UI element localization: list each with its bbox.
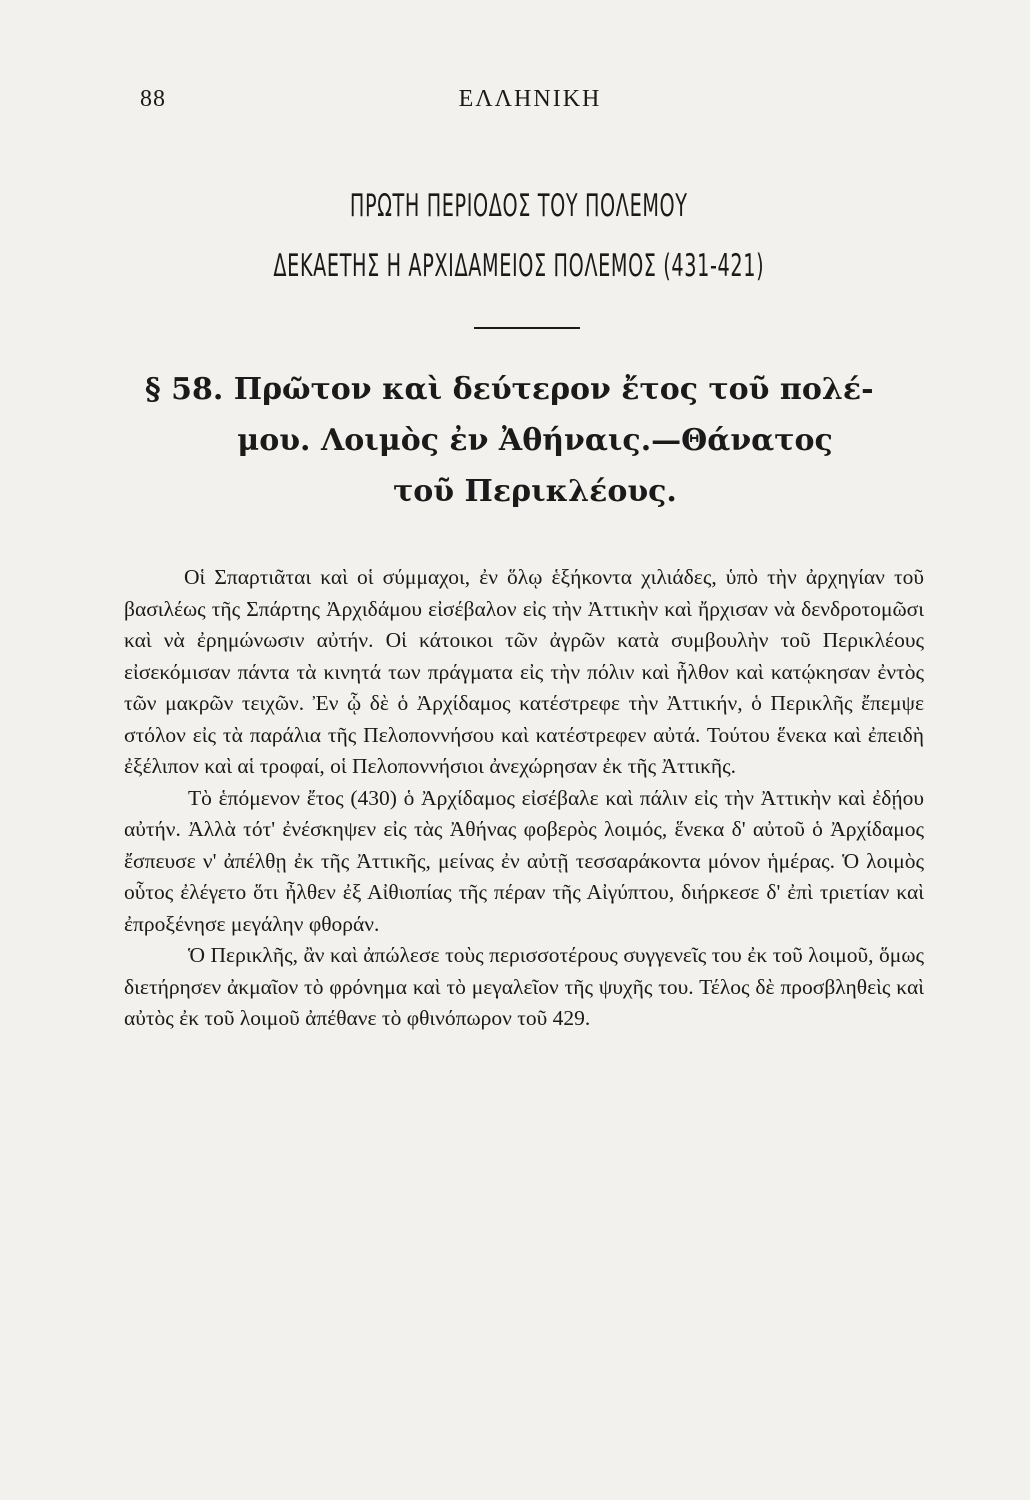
paragraph-1: Οἱ Σπαρτιᾶται καὶ οἱ σύμμαχοι, ἐν ὅλῳ ἑξήκοντα χιλιάδες, ὑπὸ τὴν ἀρχηγίαν τοῦ βασιλέως τῆς Σπάρτης Ἀρχιδάμου εἰσέβαλον εἰς τὴν Ἀττικὴν καὶ ἤρχισαν νὰ δενδροτομῶσι καὶ νὰ ἐρημώνωσιν αὐτήν. Οἱ κάτοικοι τῶν ἀγρῶν κατὰ συμβουλὴν τοῦ Περικλέους εἰσεκόμισαν πάντα τὰ κινητά των πράγματα εἰς τὴν πόλιν καὶ ἦλθον καὶ κατῴκησαν ἐντὸς τῶν μακρῶν τειχῶν. Ἐν ᾧ δὲ ὁ Ἀρχίδαμος κατέστρεφε τὴν Ἀττικήν, ὁ Περικλῆς ἔπεμψε στόλον εἰς τὰ παράλια τῆς Πελοποννήσου καὶ κατέστρεφεν αὐτά. Τούτου ἕνεκα καὶ ἐπειδὴ ἐξέλιπον καὶ αἱ τροφαί, οἱ Πελοποννήσιοι ἀνεχώρησαν ἐκ τῆς Ἀττικῆς. [124, 565, 924, 778]
paragraph-2: Τὸ ἑπόμενον ἔτος (430) ὁ Ἀρχίδαμος εἰσέβαλε καὶ πάλιν εἰς τὴν Ἀττικὴν καὶ ἐδῄου αὐτήν. Ἀλλὰ τότ' ἐνέσκηψεν εἰς τὰς Ἀθήνας φοβερὸς λοιμός, ἕνεκα δ' αὐτοῦ ὁ Ἀρχίδαμος ἔσπευσε ν' ἀπέλθῃ ἐκ τῆς Ἀττικῆς, μείνας ἐν αὐτῇ τεσσαράκοντα μόνον ἡμέρας. Ὁ λοιμὸς οὗτος ἐλέγετο ὅτι ἦλθεν ἐξ Αἰθιοπίας τῆς πέραν τῆς Αἰγύπτου, διήρκεσε δ' ἐπὶ τριετίαν καὶ ἐπροξένησε μεγάλην φθοράν. [124, 785, 924, 936]
paragraph-3: Ὁ Περικλῆς, ἂν καὶ ἀπώλεσε τοὺς περισσοτέρους συγγενεῖς του ἐκ τοῦ λοιμοῦ, ὅμως διετήρησεν ἀκμαῖον τὸ φρόνημα καὶ τὸ μεγαλεῖον τῆς ψυχῆς του. Τέλος δὲ προσβληθεὶς καὶ αὐτὸς ἐκ τοῦ λοιμοῦ ἀπέθανε τὸ φθινόπωρον τοῦ 429. [124, 943, 924, 1030]
section-heading [145, 364, 925, 517]
title-rule [474, 327, 580, 329]
running-head [0, 86, 1030, 126]
body-text [124, 562, 924, 1035]
part-title-line-2: ΔΕΚΑΕΤΗΣ Η ΑΡΧΙΔΑΜΕΙΟΣ ΠΟΛΕΜΟΣ (431-421) [273, 248, 765, 284]
section-heading-line-3: τοῦ Περικλέους. [393, 474, 677, 509]
page-number: 88 [140, 86, 166, 112]
part-title-line-1: ΠΡΩΤΗ ΠΕΡΙΟΔΟΣ ΤΟΥ ΠΟΛΕΜΟΥ [349, 188, 688, 224]
section-heading-line-2: μου. Λοιμὸς ἐν Ἀθήναις.—Θάνατος [237, 423, 833, 458]
running-title: ΕΛΛΗΝΙΚΗ [458, 86, 602, 112]
section-heading-line-1: § 58. Πρῶτον καὶ δεύτερον ἔτος τοῦ πολέ- [145, 372, 874, 407]
